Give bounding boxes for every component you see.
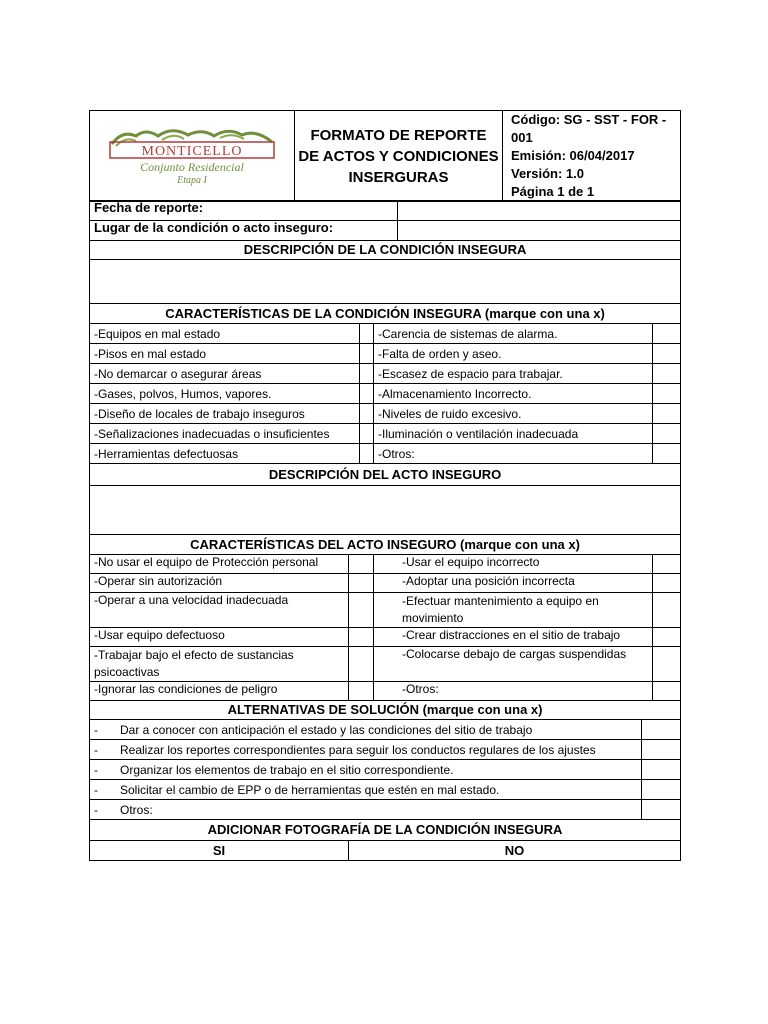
condicion-item: -Falta de orden y aseo. bbox=[374, 344, 653, 364]
acto-checkbox[interactable] bbox=[653, 555, 681, 574]
acto-checkbox[interactable] bbox=[653, 628, 681, 647]
condicion-checkbox[interactable] bbox=[653, 384, 681, 404]
desc-acto-title: DESCRIPCIÓN DEL ACTO INSEGURO bbox=[90, 464, 681, 486]
logo-cell bbox=[90, 111, 295, 202]
acto-item: -Usar equipo defectuoso bbox=[90, 628, 349, 647]
acto-checkbox[interactable] bbox=[653, 593, 681, 628]
foto-title: ADICIONAR FOTOGRAFÍA DE LA CONDICIÓN INSEGURA bbox=[90, 820, 681, 841]
alternativa-item bbox=[90, 740, 642, 760]
condicion-item: -Pisos en mal estado bbox=[90, 344, 360, 364]
acto-checkbox[interactable] bbox=[349, 682, 374, 701]
alternativa-checkbox[interactable] bbox=[642, 740, 681, 760]
condicion-item: -Equipos en mal estado bbox=[90, 324, 360, 344]
condicion-item: -Carencia de sistemas de alarma. bbox=[374, 324, 653, 344]
acto-checkbox[interactable] bbox=[653, 574, 681, 593]
version-text: Versión: 1.0 bbox=[511, 166, 584, 181]
condicion-item: -Iluminación o ventilación inadecuada bbox=[374, 424, 653, 444]
fecha-input-cell[interactable] bbox=[398, 201, 681, 221]
condicion-item: -Almacenamiento Incorrecto. bbox=[374, 384, 653, 404]
condicion-checkbox[interactable] bbox=[653, 344, 681, 364]
acto-item: -Operar sin autorización bbox=[90, 574, 349, 593]
codigo-text: Código: SG - SST - FOR - 001 bbox=[511, 112, 667, 145]
form-title-line: DE ACTOS Y CONDICIONES bbox=[298, 147, 499, 165]
alternativa-item bbox=[90, 760, 642, 780]
form-title-line: FORMATO DE REPORTE bbox=[310, 126, 487, 144]
condicion-checkbox[interactable] bbox=[360, 404, 374, 424]
alternativa-checkbox[interactable] bbox=[642, 780, 681, 800]
alternativas-title: ALTERNATIVAS DE SOLUCIÓN (marque con una x) bbox=[90, 701, 681, 720]
form-title bbox=[295, 111, 503, 202]
acto-checkbox[interactable] bbox=[349, 574, 374, 593]
condicion-item: -No demarcar o asegurar áreas bbox=[90, 364, 360, 384]
condicion-item: -Señalizaciones inadecuadas o insuficientes bbox=[90, 424, 360, 444]
document-control-info bbox=[503, 111, 681, 202]
condicion-checkbox[interactable] bbox=[360, 344, 374, 364]
condicion-item: -Otros: bbox=[374, 444, 653, 464]
alternativa-item bbox=[90, 720, 642, 740]
alternativa-checkbox[interactable] bbox=[642, 720, 681, 740]
acto-item: -Trabajar bajo el efecto de sustancias psicoactivas bbox=[90, 647, 349, 682]
alternativa-item bbox=[90, 800, 642, 820]
bullet: - bbox=[94, 802, 98, 817]
emision-text: Emisión: 06/04/2017 bbox=[511, 148, 635, 163]
carac-condicion-title: CARACTERÍSTICAS DE LA CONDICIÓN INSEGURA (marque con una x) bbox=[90, 304, 681, 324]
condicion-item: -Gases, polvos, Humos, vapores. bbox=[90, 384, 360, 404]
foto-si-option[interactable]: SI bbox=[90, 841, 349, 861]
condicion-item: -Diseño de locales de trabajo inseguros bbox=[90, 404, 360, 424]
document-header bbox=[89, 110, 681, 202]
acto-item: -Colocarse debajo de cargas suspendidas bbox=[374, 647, 653, 682]
condicion-checkbox[interactable] bbox=[653, 404, 681, 424]
condicion-checkbox[interactable] bbox=[360, 424, 374, 444]
acto-item: -Crear distracciones en el sitio de trabajo bbox=[374, 628, 653, 647]
condicion-item: -Herramientas defectuosas bbox=[90, 444, 360, 464]
fecha-label: Fecha de reporte: bbox=[90, 201, 398, 221]
alternativa-text: Otros: bbox=[120, 802, 153, 817]
acto-checkbox[interactable] bbox=[653, 682, 681, 701]
logo-stage: Etapa I bbox=[177, 175, 207, 186]
alternativa-text: Realizar los reportes correspondientes para seguir los conductos regulares de los ajustes bbox=[120, 742, 596, 757]
desc-condicion-title: DESCRIPCIÓN DE LA CONDICIÓN INSEGURA bbox=[90, 241, 681, 260]
alternativa-checkbox[interactable] bbox=[642, 760, 681, 780]
carac-acto-title: CARACTERÍSTICAS DEL ACTO INSEGURO (marque con una x) bbox=[90, 535, 681, 555]
acto-item: -Otros: bbox=[374, 682, 653, 701]
form-title-line: INSERGURAS bbox=[348, 168, 449, 186]
condicion-checkbox[interactable] bbox=[653, 424, 681, 444]
condicion-item: -Niveles de ruido excesivo. bbox=[374, 404, 653, 424]
condicion-checkbox[interactable] bbox=[360, 364, 374, 384]
logo-name: MONTICELLO bbox=[141, 144, 243, 159]
lugar-label: Lugar de la condición o acto inseguro: bbox=[90, 221, 398, 241]
acto-item: -Usar el equipo incorrecto bbox=[374, 555, 653, 574]
report-form bbox=[89, 200, 681, 861]
condicion-checkbox[interactable] bbox=[653, 364, 681, 384]
lugar-input-cell[interactable] bbox=[398, 221, 681, 241]
foto-no-option[interactable]: NO bbox=[349, 841, 681, 861]
bullet: - bbox=[94, 722, 98, 737]
acto-checkbox[interactable] bbox=[349, 555, 374, 574]
alternativa-item bbox=[90, 780, 642, 800]
monticello-logo bbox=[102, 126, 282, 186]
alternativa-text: Solicitar el cambio de EPP o de herramientas que estén en mal estado. bbox=[120, 782, 500, 797]
acto-checkbox[interactable] bbox=[349, 647, 374, 682]
bullet: - bbox=[94, 742, 98, 757]
alternativa-text: Organizar los elementos de trabajo en el sitio correspondiente. bbox=[120, 762, 454, 777]
condicion-checkbox[interactable] bbox=[653, 444, 681, 464]
condicion-item: -Escasez de espacio para trabajar. bbox=[374, 364, 653, 384]
condicion-checkbox[interactable] bbox=[360, 384, 374, 404]
acto-item: -Adoptar una posición incorrecta bbox=[374, 574, 653, 593]
alternativa-checkbox[interactable] bbox=[642, 800, 681, 820]
desc-acto-area[interactable] bbox=[90, 486, 681, 535]
alternativa-text: Dar a conocer con anticipación el estado y las condiciones del sitio de trabajo bbox=[120, 722, 533, 737]
condicion-checkbox[interactable] bbox=[360, 444, 374, 464]
pagina-text: Página 1 de 1 bbox=[511, 184, 595, 199]
acto-checkbox[interactable] bbox=[349, 593, 374, 628]
acto-item: -Efectuar mantenimiento a equipo en movimiento bbox=[374, 593, 653, 628]
bullet: - bbox=[94, 762, 98, 777]
desc-condicion-area[interactable] bbox=[90, 260, 681, 304]
bullet: - bbox=[94, 782, 98, 797]
acto-item: -Ignorar las condiciones de peligro bbox=[90, 682, 349, 701]
logo-subtitle: Conjunto Residencial bbox=[140, 160, 244, 174]
acto-item: -No usar el equipo de Protección personal bbox=[90, 555, 349, 574]
acto-checkbox[interactable] bbox=[653, 647, 681, 682]
condicion-checkbox[interactable] bbox=[653, 324, 681, 344]
acto-item: -Operar a una velocidad inadecuada bbox=[90, 593, 349, 628]
condicion-checkbox[interactable] bbox=[360, 324, 374, 344]
acto-checkbox[interactable] bbox=[349, 628, 374, 647]
